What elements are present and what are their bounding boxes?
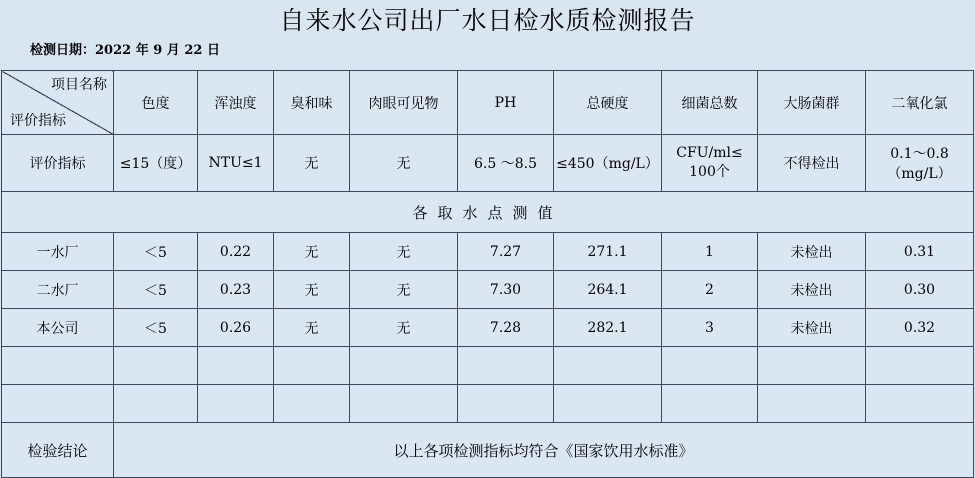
row-label: 一水厂 [2, 233, 114, 271]
table-cell: 0.23 [198, 271, 274, 309]
empty-cell [198, 385, 274, 423]
table-cell: 0.30 [866, 271, 974, 309]
section-row [2, 192, 974, 233]
empty-row [2, 347, 974, 385]
column-header: 二氧化氯 [866, 71, 974, 135]
standard-cell: CFU/ml≤ 100个 [662, 135, 758, 192]
corner-project-label: 项目名称 [51, 77, 107, 93]
standard-cell: ≤15（度） [114, 135, 198, 192]
table-cell: ＜5 [114, 233, 198, 271]
conclusion-row [2, 423, 974, 478]
empty-cell [458, 347, 554, 385]
report-title: 自来水公司出厂水日检水质检测报告 [279, 6, 696, 35]
column-header: 总硬度 [554, 71, 662, 135]
standard-cell: 0.1～0.8（mg/L） [866, 135, 974, 192]
column-header: 臭和味 [274, 71, 350, 135]
standard-cell: 6.5 ～8.5 [458, 135, 554, 192]
table-cell: 271.1 [554, 233, 662, 271]
table-cell: 0.26 [198, 309, 274, 347]
water-quality-table [1, 70, 974, 478]
column-header: 大肠菌群 [758, 71, 866, 135]
table-cell: 7.30 [458, 271, 554, 309]
empty-cell [662, 347, 758, 385]
inspection-date: 检测日期：2022 年 9 月 22 日 [30, 43, 220, 58]
table-cell: 未检出 [758, 271, 866, 309]
column-header: PH [458, 71, 554, 135]
empty-cell [758, 347, 866, 385]
row-label: 二水厂 [2, 271, 114, 309]
empty-cell [866, 385, 974, 423]
standard-cell: 无 [274, 135, 350, 192]
empty-cell [2, 347, 114, 385]
empty-cell [114, 347, 198, 385]
section-title: 各取水点测值 [2, 192, 974, 233]
table-cell: 无 [350, 309, 458, 347]
table-cell: 无 [274, 309, 350, 347]
standard-row [2, 135, 974, 192]
table-cell: 3 [662, 309, 758, 347]
table-cell: 无 [274, 271, 350, 309]
table-row [2, 233, 974, 271]
standard-label: 评价指标 [2, 135, 114, 192]
standard-cell: NTU≤1 [198, 135, 274, 192]
column-header: 色度 [114, 71, 198, 135]
table-cell: 1 [662, 233, 758, 271]
empty-cell [866, 347, 974, 385]
table-cell: 7.28 [458, 309, 554, 347]
table-cell: 7.27 [458, 233, 554, 271]
column-header: 细菌总数 [662, 71, 758, 135]
column-header: 肉眼可见物 [350, 71, 458, 135]
table-cell: 未检出 [758, 309, 866, 347]
empty-cell [114, 385, 198, 423]
empty-cell [350, 385, 458, 423]
table-cell: 264.1 [554, 271, 662, 309]
table-cell: ＜5 [114, 271, 198, 309]
empty-cell [274, 385, 350, 423]
table-cell: 无 [274, 233, 350, 271]
empty-cell [758, 385, 866, 423]
table-cell: 未检出 [758, 233, 866, 271]
empty-cell [662, 385, 758, 423]
column-header: 浑浊度 [198, 71, 274, 135]
corner-header-cell [2, 71, 114, 135]
table-cell: ＜5 [114, 309, 198, 347]
empty-cell [554, 347, 662, 385]
table-cell: 0.32 [866, 309, 974, 347]
row-label: 本公司 [2, 309, 114, 347]
conclusion-text: 以上各项检测指标均符合《国家饮用水标准》 [114, 423, 974, 478]
table-cell: 0.31 [866, 233, 974, 271]
table-row [2, 309, 974, 347]
corner-index-label: 评价指标 [10, 113, 66, 129]
empty-cell [554, 385, 662, 423]
empty-cell [2, 385, 114, 423]
table-cell: 0.22 [198, 233, 274, 271]
table-cell: 282.1 [554, 309, 662, 347]
standard-cell: 不得检出 [758, 135, 866, 192]
header-row [2, 71, 974, 135]
standard-cell: ≤450（mg/L） [554, 135, 662, 192]
table-row [2, 271, 974, 309]
empty-cell [274, 347, 350, 385]
empty-cell [350, 347, 458, 385]
empty-cell [198, 347, 274, 385]
standard-cell: 无 [350, 135, 458, 192]
table-cell: 无 [350, 233, 458, 271]
empty-cell [458, 385, 554, 423]
empty-row [2, 385, 974, 423]
conclusion-label: 检验结论 [2, 423, 114, 478]
table-cell: 2 [662, 271, 758, 309]
table-cell: 无 [350, 271, 458, 309]
